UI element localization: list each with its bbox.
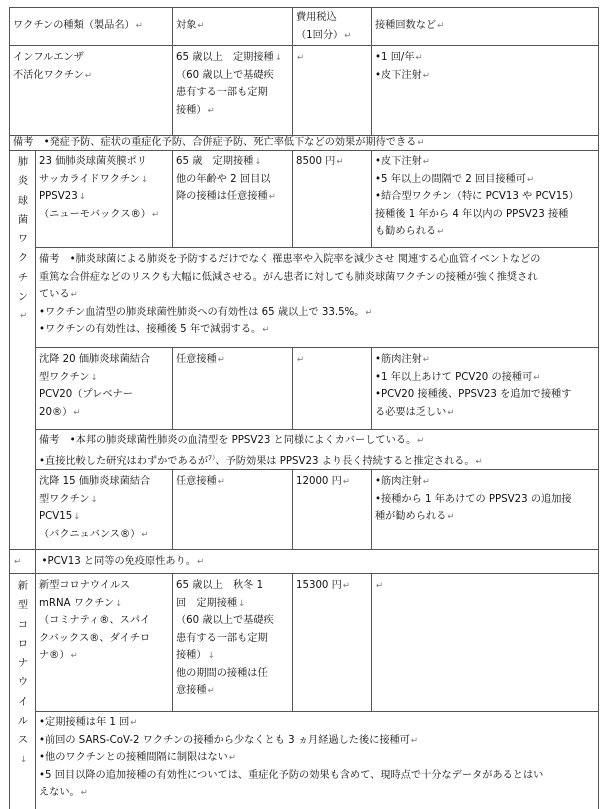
influenza-note: 備考 •発症予防、症状の重症化予防、合併症予防、死亡率低下などの効果が期待できる↵ [13,137,425,148]
pcv20-schedule: •筋肉注射↵ •1 年以上あけて PCV20 の接種可↵ •PCV20 接種後、PPSV23 を追加で接種す る必要は乏しい↵ [375,354,572,418]
rule [371,7,372,135]
influenza-target: 65 歳以上 定期接種↓ （60 歳以上で基礎疾 患有する一部も定期 接種）↵ [176,52,282,116]
rule [292,573,293,711]
covid-note: •定期接種は年 1 回↵ •前回の SARS-CoV-2 ワクチンの接種から少なくとも 3 ヵ月経過した後に接種可↵ •他のワクチンとの接種間隔に制限はない↵ •5 回目以降の追加接種の有効性については、重症化予防の効果も含めて、現時点で十分なデータがあるとはい えない。↵ [39,717,544,798]
pcv20-cost: ↵ [297,355,305,365]
rule [172,469,173,549]
ppsv23-target: 65 歳 定期接種↓ 他の年齢や 2 回目以 降の接種は任意接種↵ [176,156,276,202]
header-vaccine-type: ワクチンの種類（製品名）↵ [13,20,143,31]
pcv15-schedule: •筋肉注射↵ •接種から 1 年あけての PPSV23 の追加接 種が勧められる↵ [375,476,572,522]
pcv15-cost: 12000 円↵ [296,476,350,487]
pcv20-note: 備考 •本邦の肺炎球菌性肺炎の血清型を PPSV23 と同様によくカバーしている。↵ •直接比較した研究はわずかであるが$^{7)}$、予防効果は PPSV23 より長く持続すると推定される。↵ [39,435,483,467]
rule [292,347,293,429]
rule [371,150,372,247]
rule [35,429,599,430]
header-schedule: 接種回数など↵ [375,20,445,31]
rule [35,573,36,809]
rule [598,7,599,809]
covid-schedule: ↵ [376,581,384,591]
rule [371,573,372,711]
rule [292,469,293,549]
rule [9,573,599,574]
header-cost: 費用税込 （1回分）↵ [296,12,352,41]
covid-group-label: 新 型 コ ロ ナ ウ イ ル ス ↓ [17,581,29,765]
rule [292,7,293,135]
pcv20-name: 沈降 20 価肺炎球菌結合 型ワクチン↓ PCV20（プレベナー 20®）↵ [39,354,151,418]
pcv20-target: 任意接種↵ [176,354,225,365]
rule [292,150,293,247]
header-target: 対象↵ [176,20,205,31]
rule [371,347,372,429]
rule [172,150,173,247]
pcv15-note: ↵ •PCV13 と同等の免疫原性あり。↵ [14,556,205,567]
influenza-cost: ↵ [297,53,305,63]
ppsv23-note: 備考 •肺炎球菌による肺炎を予防するだけでなく 罹患率や入院率を減少させ 関連する心血管イベントなどの 重篤な合併症などのリスクも大幅に低減させる。がん患者に対しても肺炎球菌ワクチンの接種が強く推奨され ている↵ •ワクチン血清型の肺炎球菌性肺炎への有効性は 65 歳以上で 33.5%。↵ •ワクチンの有効性は、接種後 5 年で減弱する。↵ [39,254,541,335]
influenza-schedule: •1 回/年↵ •皮下注射↵ [375,52,430,81]
covid-cost: 15300 円↵ [296,580,350,591]
rule [35,347,599,348]
rule [35,711,599,712]
ppsv23-schedule: •皮下注射↵ •5 年以上の間隔で 2 回目接種可↵ •結合型ワクチン（特に PCV13 や PCV15） 接種後 1 年から 4 年以内の PPSV23 接種 も勧められる↵ [375,156,579,237]
rule [371,469,372,549]
covid-name: 新型コロナウイルス mRNA ワクチン↓ （コミナティ®、スパイ クバックス®、ダイチロ ナ®）↵ [39,580,151,661]
vaccine-table [9,7,599,809]
pcv15-name: 沈降 15 価肺炎球菌結合 型ワクチン↓ PCV15↓ （バクニュバンス®）↵ [39,476,151,540]
rule [35,469,599,470]
rule [9,45,599,46]
rule [172,347,173,429]
rule [35,150,36,573]
ppsv23-name: 23 価肺炎球菌莢膜ポリ サッカライドワクチン↓ PPSV23↓ （ニューモバックス®）↵ [39,156,160,220]
rule [9,7,599,8]
rule [9,549,599,550]
covid-target: 65 歳以上 秋冬 1 回 定期接種↓ （60 歳以上で基礎疾 患有する一部も定期 接種）↓ 他の期間の接種は任 意接種↵ [176,580,274,696]
rule [9,7,10,809]
rule [172,7,173,135]
influenza-name: インフルエンザ 不活化ワクチン↵ [13,52,92,81]
pcv15-target: 任意接種↵ [176,476,225,487]
rule [172,573,173,711]
rule [35,247,599,248]
ppsv23-cost: 8500 円↵ [296,156,344,167]
pneumococcal-group-label: 肺 炎 球 菌 ワ ク チ ン ↵ [17,157,29,322]
